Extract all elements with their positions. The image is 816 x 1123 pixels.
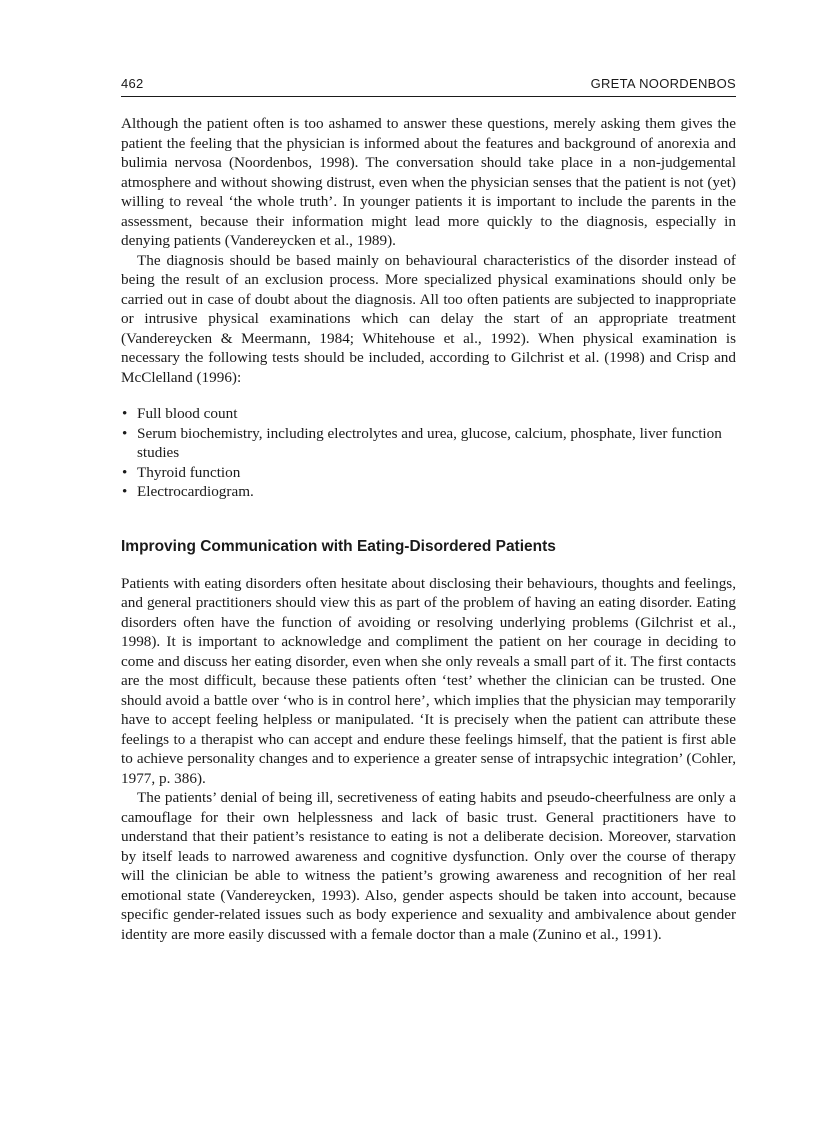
running-head-author: GRETA NOORDENBOS [590,76,736,91]
bullet-icon: • [122,405,128,422]
page-number: 462 [121,76,144,91]
list-item [121,482,736,502]
list-item [121,404,736,424]
bullet-icon: • [122,424,128,442]
list-item-text: Thyroid function [137,463,241,481]
body-text [121,114,736,944]
list-item-text: Serum biochemistry, including electrolytes and urea, glucose, calcium, phosphate, liver function studies [137,424,722,461]
list-item [121,424,736,463]
list-item [121,463,736,483]
bullet-icon: • [122,483,128,500]
paragraph: The patients’ denial of being ill, secretiveness of eating habits and pseudo-cheerfulness are only a camouflage for their own helplessness and lack of basic trust. General practitioners have to understand that their patient’s resistance to eating is not a deliberate decision. Moreover, starvation by itself leads to narrowed awareness and cognitive dysfunction. Only over the course of therapy will the clinician be able to witness the patient’s growing awareness and recognition of her real emotional state (Vandereycken, 1993). Also, gender aspects should be taken into account, because specific gender-related issues such as body experience and sexuality and ambivalence about gender identity are more easily discussed with a female doctor than a male (Zunino et al., 1991). [121,789,736,943]
paragraph: Patients with eating disorders often hesitate about disclosing their behaviours, thoughts and feelings, and general practitioners should view this as part of the problem of having an eating disorder. Eating disorders often have the function of avoiding or resolving underlying problems (Gilchrist et al., 1998). It is important to acknowledge and compliment the patient on her courage in deciding to come and discuss her eating disorder, even when she only reveals a small part of it. The first contacts are the most difficult, because these patients often ‘test’ whether the clinician can be trusted. One should avoid a battle over ‘who is in control here’, which implies that the physician may temporarily have to accept feeling helpless or manipulated. ‘It is precisely when the patient can attribute these feelings to a therapist who can accept and endure these feelings himself, that the patient is first able to achieve personality changes and to experience a greater sense of intrapsychic integration’ (Cohler, 1977, p. 386). [121,574,736,787]
section-heading: Improving Communication with Eating-Disordered Patients [121,537,556,555]
list-item-text: Electrocardiogram. [137,483,254,500]
list-item-text: Full blood count [137,405,238,422]
paragraph: Although the patient often is too ashamed to answer these questions, merely asking them gives the patient the feeling that the physician is informed about the features and background of anorexia and bulimia nervosa (Noordenbos, 1998). The conversation should take place in a non-judgemental atmosphere and without showing distrust, even when the physician senses that the patient is not (yet) willing to reveal ‘the whole truth’. In younger patients it is important to include the parents in the assessment, because their information might lead more quickly to the diagnosis, especially in denying patients (Vandereycken et al., 1989). [121,115,736,249]
paragraph: The diagnosis should be based mainly on behavioural characteristics of the disorder instead of being the result of an exclusion process. More specialized physical examinations should only be carried out in case of doubt about the diagnosis. All too often patients are subjected to inappropriate or intrusive physical examinations which can delay the start of an appropriate treatment (Vandereycken & Meermann, 1984; Whitehouse et al., 1992). When physical examination is necessary the following tests should be included, according to Gilchrist et al. (1998) and Crisp and McClelland (1996): [121,251,736,386]
test-list [121,404,736,502]
bullet-icon: • [122,463,128,481]
running-header [121,76,736,97]
